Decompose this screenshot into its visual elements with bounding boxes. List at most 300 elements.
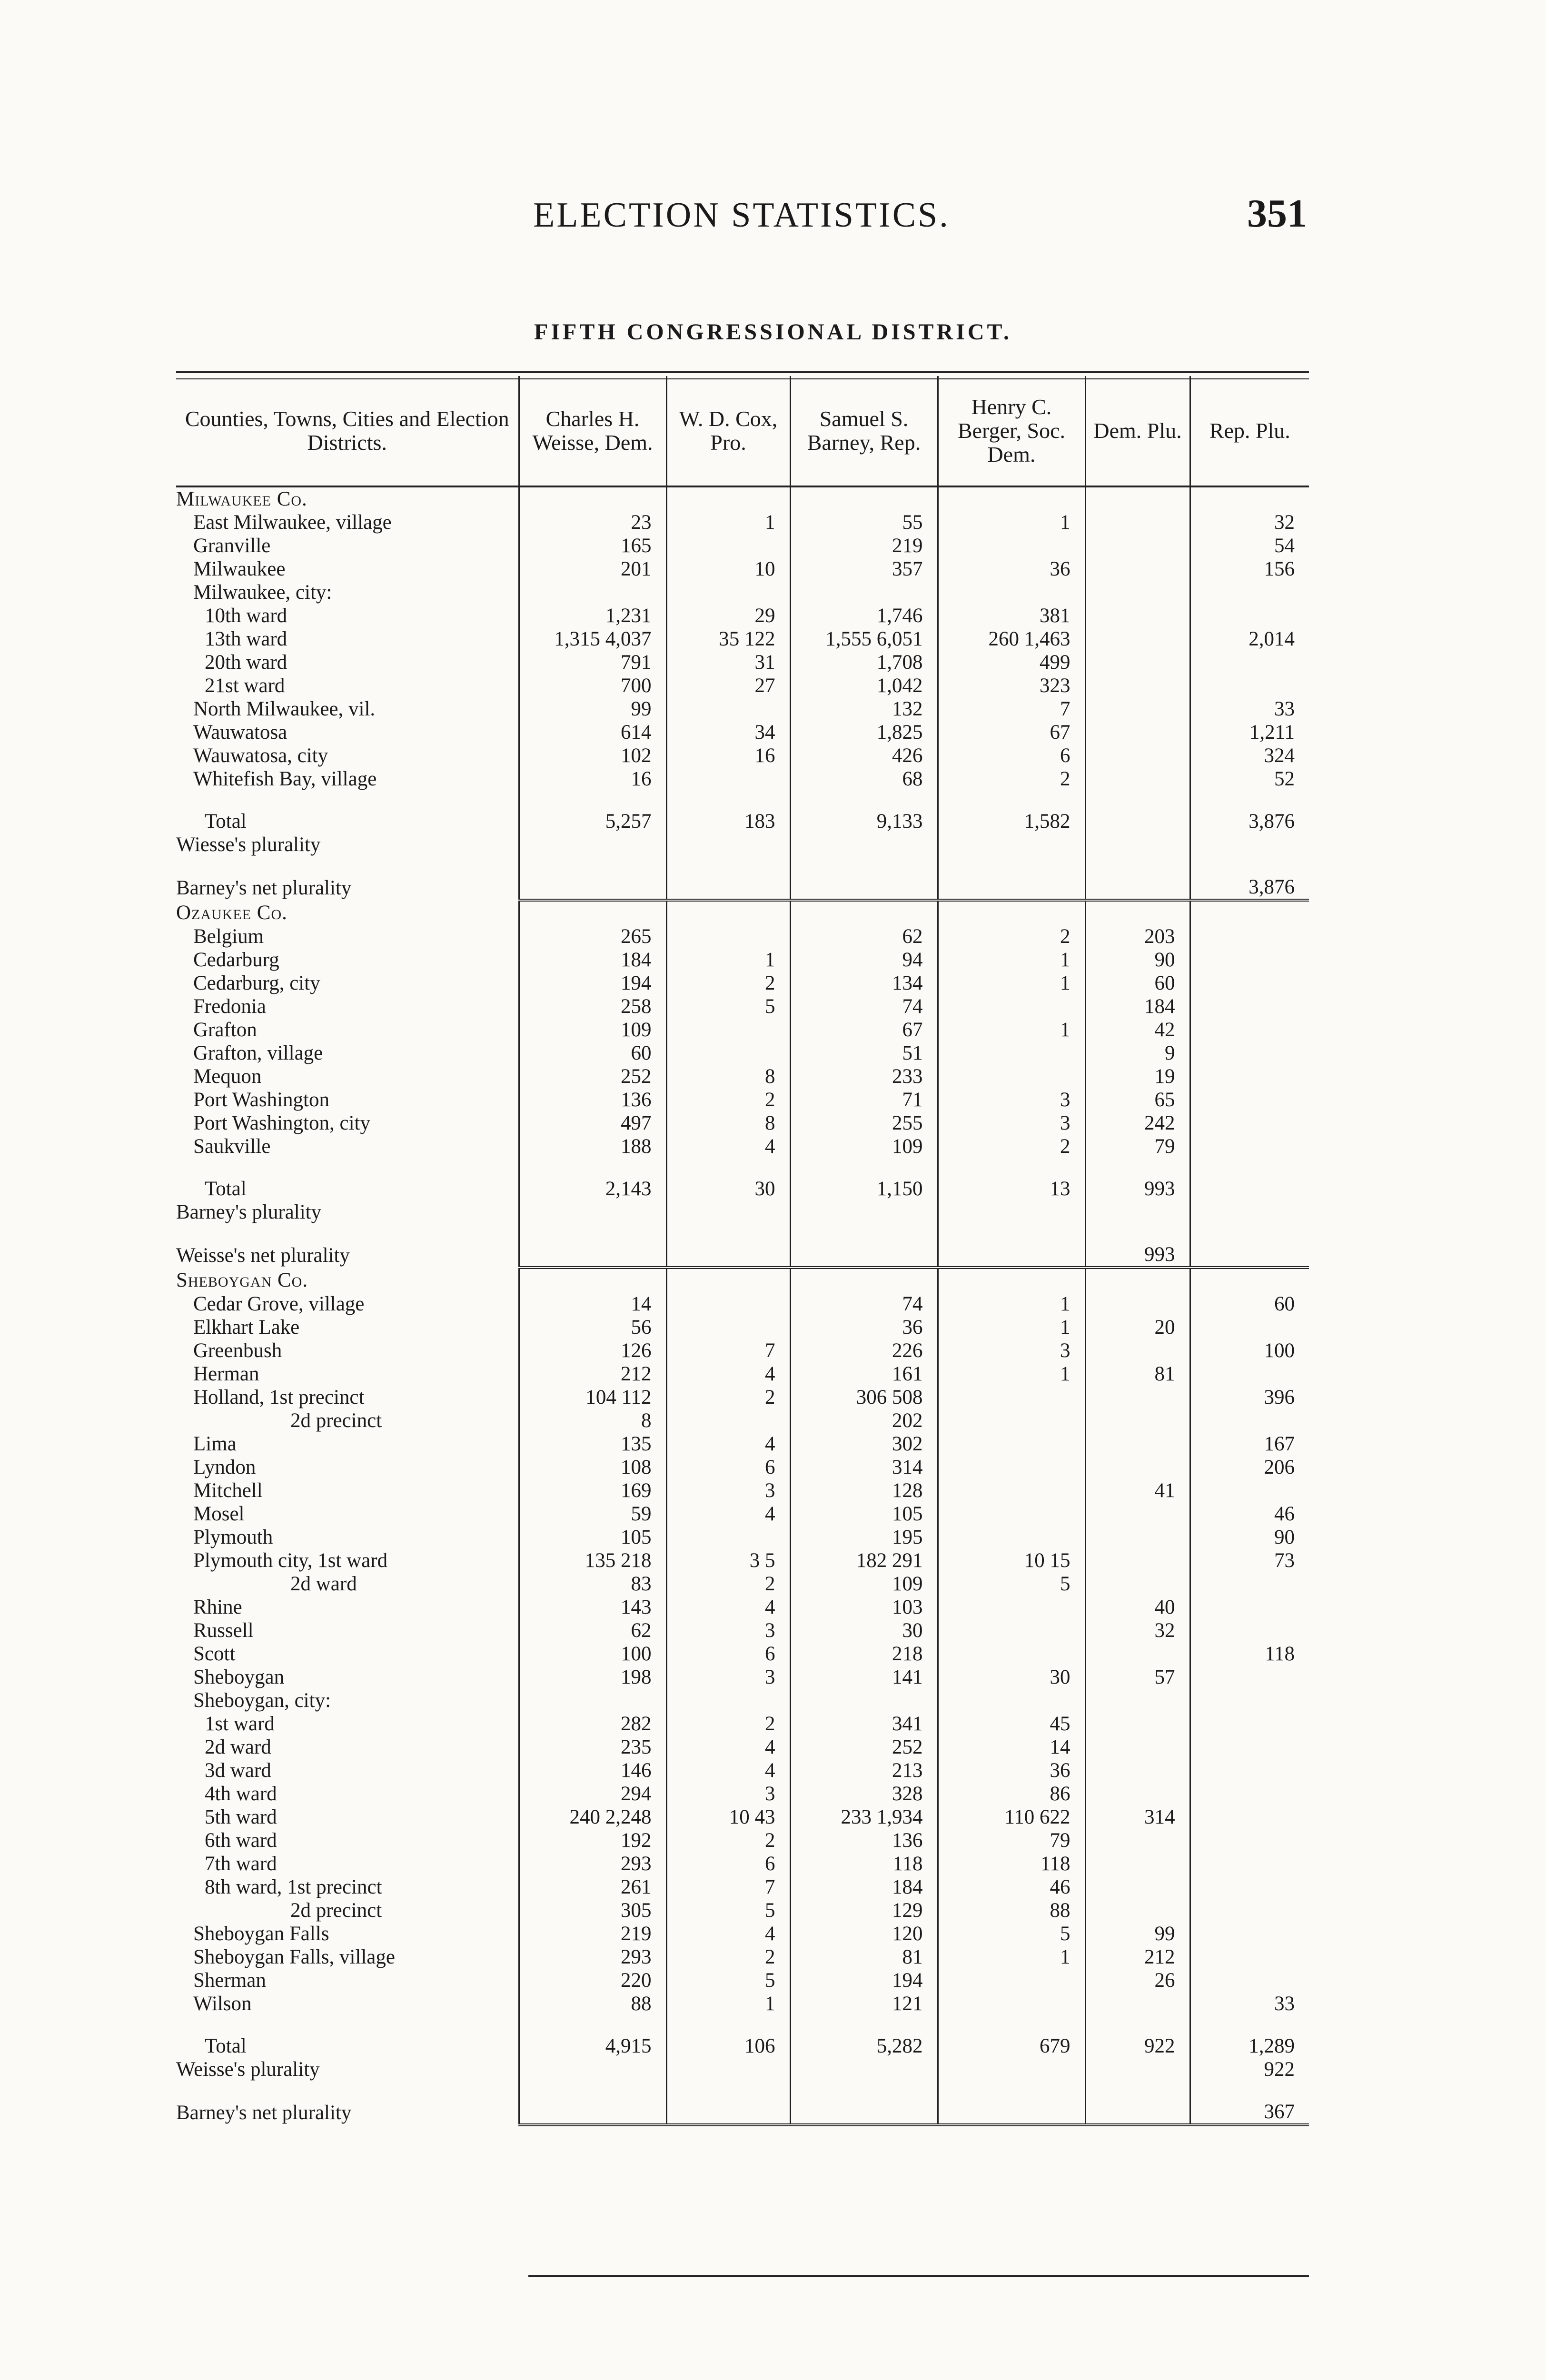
barney-votes: 71 xyxy=(790,1088,938,1111)
cox-votes: 2 xyxy=(666,1829,790,1852)
barney-votes: 357 xyxy=(790,557,938,581)
barney-votes xyxy=(790,2100,938,2125)
rep-plurality xyxy=(1190,604,1309,627)
weisse-votes: 220 xyxy=(519,1969,666,1992)
spacer-cell xyxy=(790,1158,938,1177)
table-row xyxy=(176,1339,1309,1362)
barney-votes: 213 xyxy=(790,1759,938,1782)
barney-votes: 328 xyxy=(790,1782,938,1805)
cox-votes: 29 xyxy=(666,604,790,627)
barney-votes: 218 xyxy=(790,1642,938,1666)
district-name: 20th ward xyxy=(205,651,287,674)
weisse-votes: 5,257 xyxy=(519,810,666,833)
dem-plurality xyxy=(1085,581,1190,604)
rep-plurality: 922 xyxy=(1190,2058,1309,2081)
dem-plurality xyxy=(1085,2100,1190,2125)
rep-plurality xyxy=(1190,1041,1309,1065)
dem-plurality xyxy=(1085,1572,1190,1596)
cox-votes: 27 xyxy=(666,674,790,697)
district-name: 2d precinct xyxy=(290,1899,382,1922)
spacer-cell xyxy=(938,856,1085,875)
cox-votes: 183 xyxy=(666,810,790,833)
berger-votes: 118 xyxy=(938,1852,1085,1875)
spacer-cell xyxy=(666,856,790,875)
table-row xyxy=(176,1805,1309,1829)
district-name: Milwaukee, city: xyxy=(193,581,332,604)
district-name: Cedarburg, city xyxy=(193,972,320,994)
cox-votes xyxy=(666,1292,790,1316)
weisse-votes: 135 xyxy=(519,1432,666,1456)
weisse-votes: 1,231 xyxy=(519,604,666,627)
weisse-votes: 105 xyxy=(519,1526,666,1549)
rep-plurality xyxy=(1190,1200,1309,1224)
district-name: Sheboygan, city: xyxy=(193,1689,331,1712)
cox-votes: 1 xyxy=(666,948,790,972)
cox-votes xyxy=(666,925,790,948)
table-row xyxy=(176,1292,1309,1316)
berger-votes xyxy=(938,1992,1085,2015)
rep-plurality xyxy=(1190,1479,1309,1502)
empty-cell xyxy=(666,900,790,925)
district-name: Sherman xyxy=(193,1969,266,1992)
top-rule xyxy=(176,371,1309,373)
cox-votes: 34 xyxy=(666,721,790,744)
cox-votes: 7 xyxy=(666,1339,790,1362)
weisse-votes: 56 xyxy=(519,1316,666,1339)
district-name: East Milwaukee, village xyxy=(193,511,392,534)
rep-plurality xyxy=(1190,1899,1309,1922)
cox-votes xyxy=(666,767,790,791)
weisse-votes: 261 xyxy=(519,1875,666,1899)
table-row xyxy=(176,1666,1309,1689)
rep-plurality xyxy=(1190,1666,1309,1689)
cox-votes: 6 xyxy=(666,1456,790,1479)
district-name: Weisse's net plurality xyxy=(176,1244,350,1267)
district-name: 2d precinct xyxy=(290,1409,382,1432)
table-row xyxy=(176,767,1309,791)
rep-plurality xyxy=(1190,925,1309,948)
rep-plurality: 2,014 xyxy=(1190,627,1309,651)
barney-votes: 81 xyxy=(790,1945,938,1969)
column-header-barney: Samuel S. Barney, Rep. xyxy=(790,376,938,486)
spacer-cell xyxy=(938,1158,1085,1177)
dem-plurality: 993 xyxy=(1085,1177,1190,1200)
table-row xyxy=(176,925,1309,948)
spacer-cell xyxy=(1190,1224,1309,1243)
weisse-votes: 258 xyxy=(519,995,666,1018)
berger-votes: 5 xyxy=(938,1922,1085,1945)
cox-votes: 2 xyxy=(666,1386,790,1409)
berger-votes: 88 xyxy=(938,1899,1085,1922)
weisse-votes: 169 xyxy=(519,1479,666,1502)
berger-votes xyxy=(938,1041,1085,1065)
county-heading-row xyxy=(176,486,1309,511)
spacer-cell xyxy=(176,1158,519,1177)
barney-votes: 1,042 xyxy=(790,674,938,697)
barney-votes: 1,708 xyxy=(790,651,938,674)
rep-plurality xyxy=(1190,1316,1309,1339)
cox-votes xyxy=(666,833,790,856)
barney-votes: 194 xyxy=(790,1969,938,1992)
dem-plurality xyxy=(1085,833,1190,856)
district-name: Greenbush xyxy=(193,1339,282,1362)
barney-votes: 252 xyxy=(790,1735,938,1759)
table-row xyxy=(176,1243,1309,1268)
district-name: Wilson xyxy=(193,1993,252,2015)
dem-plurality xyxy=(1085,1502,1190,1526)
rep-plurality: 206 xyxy=(1190,1456,1309,1479)
dem-plurality: 242 xyxy=(1085,1111,1190,1135)
column-header-rep-plu: Rep. Plu. xyxy=(1190,376,1309,486)
dem-plurality: 41 xyxy=(1085,1479,1190,1502)
berger-votes xyxy=(938,534,1085,557)
dem-plurality xyxy=(1085,1689,1190,1712)
rep-plurality xyxy=(1190,995,1309,1018)
district-name: Weisse's plurality xyxy=(176,2058,320,2081)
cox-votes xyxy=(666,1018,790,1041)
bottom-rule xyxy=(528,2275,1309,2277)
barney-votes: 118 xyxy=(790,1852,938,1875)
dem-plurality: 60 xyxy=(1085,972,1190,995)
spacer-cell xyxy=(1190,856,1309,875)
weisse-votes xyxy=(519,2058,666,2081)
rep-plurality xyxy=(1190,1782,1309,1805)
barney-votes: 30 xyxy=(790,1619,938,1642)
barney-votes: 109 xyxy=(790,1572,938,1596)
election-table xyxy=(176,376,1309,2126)
dem-plurality xyxy=(1085,1526,1190,1549)
dem-plurality: 922 xyxy=(1085,2034,1190,2058)
weisse-votes: 165 xyxy=(519,534,666,557)
weisse-votes: 4,915 xyxy=(519,2034,666,2058)
table-row xyxy=(176,1712,1309,1735)
dem-plurality xyxy=(1085,534,1190,557)
cox-votes xyxy=(666,534,790,557)
berger-votes: 1 xyxy=(938,972,1085,995)
cox-votes: 7 xyxy=(666,1875,790,1899)
district-name: Sheboygan Falls, village xyxy=(193,1946,395,1968)
spacer-cell xyxy=(176,1224,519,1243)
weisse-votes: 192 xyxy=(519,1829,666,1852)
rep-plurality xyxy=(1190,1945,1309,1969)
empty-cell xyxy=(666,1268,790,1292)
spacer-cell xyxy=(1190,1158,1309,1177)
spacer-cell xyxy=(1190,2081,1309,2100)
weisse-votes: 219 xyxy=(519,1922,666,1945)
weisse-votes: 108 xyxy=(519,1456,666,1479)
spacer-cell xyxy=(666,791,790,810)
barney-votes: 74 xyxy=(790,995,938,1018)
spacer-cell xyxy=(1085,2081,1190,2100)
berger-votes: 30 xyxy=(938,1666,1085,1689)
cox-votes xyxy=(666,697,790,721)
table-row xyxy=(176,1041,1309,1065)
table-row xyxy=(176,511,1309,534)
barney-votes xyxy=(790,875,938,900)
berger-votes: 110 622 xyxy=(938,1805,1085,1829)
weisse-votes: 265 xyxy=(519,925,666,948)
spacer-cell xyxy=(1085,1224,1190,1243)
county-heading-row xyxy=(176,1268,1309,1292)
dem-plurality: 79 xyxy=(1085,1135,1190,1158)
spacer-row xyxy=(176,2015,1309,2034)
weisse-votes: 294 xyxy=(519,1782,666,1805)
cox-votes: 16 xyxy=(666,744,790,767)
dem-plurality xyxy=(1085,511,1190,534)
rep-plurality: 396 xyxy=(1190,1386,1309,1409)
barney-votes: 55 xyxy=(790,511,938,534)
empty-cell xyxy=(1085,900,1190,925)
berger-votes: 86 xyxy=(938,1782,1085,1805)
table-row xyxy=(176,1502,1309,1526)
berger-votes xyxy=(938,1969,1085,1992)
spacer-cell xyxy=(938,1224,1085,1243)
county-name: Sheboygan Co. xyxy=(176,1269,308,1291)
cox-votes: 30 xyxy=(666,1177,790,1200)
berger-votes: 679 xyxy=(938,2034,1085,2058)
cox-votes: 5 xyxy=(666,1969,790,1992)
cox-votes xyxy=(666,1243,790,1268)
barney-votes: 103 xyxy=(790,1596,938,1619)
district-name: Wiesse's plurality xyxy=(176,833,321,856)
dem-plurality xyxy=(1085,697,1190,721)
district-name: Grafton, village xyxy=(193,1042,323,1064)
rep-plurality xyxy=(1190,1572,1309,1596)
weisse-votes: 135 218 xyxy=(519,1549,666,1572)
district-name: Plymouth city, 1st ward xyxy=(193,1549,388,1572)
dem-plurality: 99 xyxy=(1085,1922,1190,1945)
table-row xyxy=(176,1642,1309,1666)
rep-plurality xyxy=(1190,1111,1309,1135)
rep-plurality xyxy=(1190,1018,1309,1041)
table-row xyxy=(176,1088,1309,1111)
barney-votes: 134 xyxy=(790,972,938,995)
table-row xyxy=(176,697,1309,721)
weisse-votes: 104 112 xyxy=(519,1386,666,1409)
table-row xyxy=(176,1922,1309,1945)
empty-cell xyxy=(938,900,1085,925)
empty-cell xyxy=(1190,900,1309,925)
barney-votes: 1,825 xyxy=(790,721,938,744)
cox-votes: 106 xyxy=(666,2034,790,2058)
weisse-votes: 2,143 xyxy=(519,1177,666,1200)
table-row xyxy=(176,1782,1309,1805)
rep-plurality xyxy=(1190,1875,1309,1899)
spacer-cell xyxy=(1190,791,1309,810)
election-table-wrap xyxy=(176,376,1309,2126)
cox-votes: 4 xyxy=(666,1362,790,1386)
table-row xyxy=(176,1135,1309,1158)
rep-plurality: 324 xyxy=(1190,744,1309,767)
berger-votes: 1 xyxy=(938,948,1085,972)
berger-votes: 1 xyxy=(938,1362,1085,1386)
cox-votes xyxy=(666,1526,790,1549)
berger-votes: 79 xyxy=(938,1829,1085,1852)
rep-plurality: 90 xyxy=(1190,1526,1309,1549)
rep-plurality: 1,211 xyxy=(1190,721,1309,744)
empty-cell xyxy=(1190,486,1309,511)
barney-votes: 128 xyxy=(790,1479,938,1502)
rep-plurality xyxy=(1190,1969,1309,1992)
rep-plurality: 33 xyxy=(1190,697,1309,721)
district-name: 2d ward xyxy=(290,1573,357,1595)
dem-plurality xyxy=(1085,674,1190,697)
rep-plurality xyxy=(1190,1852,1309,1875)
berger-votes: 67 xyxy=(938,721,1085,744)
dem-plurality: 26 xyxy=(1085,1969,1190,1992)
district-name: Barney's net plurality xyxy=(176,876,352,899)
dem-plurality xyxy=(1085,767,1190,791)
dem-plurality xyxy=(1085,1992,1190,2015)
district-name: 6th ward xyxy=(205,1829,277,1852)
berger-votes xyxy=(938,2100,1085,2125)
spacer-cell xyxy=(519,1158,666,1177)
cox-votes: 10 43 xyxy=(666,1805,790,1829)
cox-votes: 8 xyxy=(666,1111,790,1135)
barney-votes: 426 xyxy=(790,744,938,767)
weisse-votes: 194 xyxy=(519,972,666,995)
berger-votes: 46 xyxy=(938,1875,1085,1899)
spacer-cell xyxy=(176,791,519,810)
dem-plurality xyxy=(1085,1292,1190,1316)
dem-plurality xyxy=(1085,2058,1190,2081)
berger-votes: 260 1,463 xyxy=(938,627,1085,651)
rep-plurality xyxy=(1190,674,1309,697)
weisse-votes: 293 xyxy=(519,1852,666,1875)
cox-votes xyxy=(666,1316,790,1339)
district-name: Saukville xyxy=(193,1135,271,1158)
berger-votes xyxy=(938,1456,1085,1479)
berger-votes xyxy=(938,1502,1085,1526)
weisse-votes xyxy=(519,2100,666,2125)
table-row xyxy=(176,1572,1309,1596)
berger-votes: 499 xyxy=(938,651,1085,674)
berger-votes: 10 15 xyxy=(938,1549,1085,1572)
cox-votes: 8 xyxy=(666,1065,790,1088)
table-row xyxy=(176,627,1309,651)
cox-votes: 4 xyxy=(666,1735,790,1759)
dem-plurality xyxy=(1085,1712,1190,1735)
spacer-row xyxy=(176,791,1309,810)
district-name: 7th ward xyxy=(205,1853,277,1875)
berger-votes xyxy=(938,1386,1085,1409)
spacer-row xyxy=(176,856,1309,875)
dem-plurality xyxy=(1085,744,1190,767)
berger-votes: 2 xyxy=(938,767,1085,791)
district-name: Elkhart Lake xyxy=(193,1316,300,1339)
barney-votes: 68 xyxy=(790,767,938,791)
cox-votes: 2 xyxy=(666,1945,790,1969)
rep-plurality xyxy=(1190,1135,1309,1158)
dem-plurality: 184 xyxy=(1085,995,1190,1018)
column-header-dem-plu: Dem. Plu. xyxy=(1085,376,1190,486)
empty-cell xyxy=(519,900,666,925)
cox-votes: 4 xyxy=(666,1759,790,1782)
county-heading-row xyxy=(176,900,1309,925)
berger-votes xyxy=(938,581,1085,604)
table-row xyxy=(176,948,1309,972)
barney-votes: 226 xyxy=(790,1339,938,1362)
weisse-votes: 305 xyxy=(519,1899,666,1922)
cox-votes: 2 xyxy=(666,1088,790,1111)
table-row xyxy=(176,557,1309,581)
cox-votes: 4 xyxy=(666,1502,790,1526)
dem-plurality: 57 xyxy=(1085,1666,1190,1689)
district-name: Sheboygan xyxy=(193,1666,285,1688)
berger-votes xyxy=(938,1619,1085,1642)
empty-cell xyxy=(1190,1268,1309,1292)
district-name: Wauwatosa, city xyxy=(193,744,328,767)
table-row xyxy=(176,1735,1309,1759)
table-row xyxy=(176,1111,1309,1135)
spacer-cell xyxy=(790,1224,938,1243)
table-header-row xyxy=(176,376,1309,486)
barney-votes: 233 1,934 xyxy=(790,1805,938,1829)
district-name: 3d ward xyxy=(205,1759,271,1782)
spacer-row xyxy=(176,2081,1309,2100)
table-row xyxy=(176,1018,1309,1041)
barney-votes: 184 xyxy=(790,1875,938,1899)
cox-votes: 31 xyxy=(666,651,790,674)
barney-votes: 129 xyxy=(790,1899,938,1922)
dem-plurality: 212 xyxy=(1085,1945,1190,1969)
weisse-votes xyxy=(519,875,666,900)
empty-cell xyxy=(519,486,666,511)
spacer-cell xyxy=(938,2081,1085,2100)
berger-votes: 13 xyxy=(938,1177,1085,1200)
weisse-votes: 1,315 4,037 xyxy=(519,627,666,651)
table-row xyxy=(176,1945,1309,1969)
rep-plurality xyxy=(1190,581,1309,604)
table-row xyxy=(176,1386,1309,1409)
dem-plurality xyxy=(1085,721,1190,744)
rep-plurality: 118 xyxy=(1190,1642,1309,1666)
spacer-cell xyxy=(666,2015,790,2034)
berger-votes xyxy=(938,1596,1085,1619)
dem-plurality: 9 xyxy=(1085,1041,1190,1065)
barney-votes xyxy=(790,1243,938,1268)
table-row xyxy=(176,1852,1309,1875)
berger-votes: 7 xyxy=(938,697,1085,721)
district-name: 10th ward xyxy=(205,605,287,627)
cox-votes: 5 xyxy=(666,1899,790,1922)
table-row xyxy=(176,1759,1309,1782)
table-row xyxy=(176,1409,1309,1432)
district-name: Belgium xyxy=(193,925,264,948)
cox-votes: 3 xyxy=(666,1619,790,1642)
cox-votes xyxy=(666,1041,790,1065)
barney-votes: 1,150 xyxy=(790,1177,938,1200)
spacer-cell xyxy=(1085,791,1190,810)
cox-votes: 2 xyxy=(666,972,790,995)
district-name: Total xyxy=(205,810,247,833)
table-row xyxy=(176,651,1309,674)
spacer-cell xyxy=(1085,856,1190,875)
weisse-votes: 102 xyxy=(519,744,666,767)
district-name: Milwaukee xyxy=(193,558,286,580)
barney-votes: 255 xyxy=(790,1111,938,1135)
district-name: 8th ward, 1st precinct xyxy=(205,1876,382,1898)
table-row xyxy=(176,721,1309,744)
dem-plurality: 19 xyxy=(1085,1065,1190,1088)
spacer-row xyxy=(176,1158,1309,1177)
cox-votes: 6 xyxy=(666,1642,790,1666)
cox-votes: 5 xyxy=(666,995,790,1018)
district-name: 1st ward xyxy=(205,1713,275,1735)
district-name: Grafton xyxy=(193,1019,257,1041)
table-row xyxy=(176,2034,1309,2058)
rep-plurality xyxy=(1190,1922,1309,1945)
